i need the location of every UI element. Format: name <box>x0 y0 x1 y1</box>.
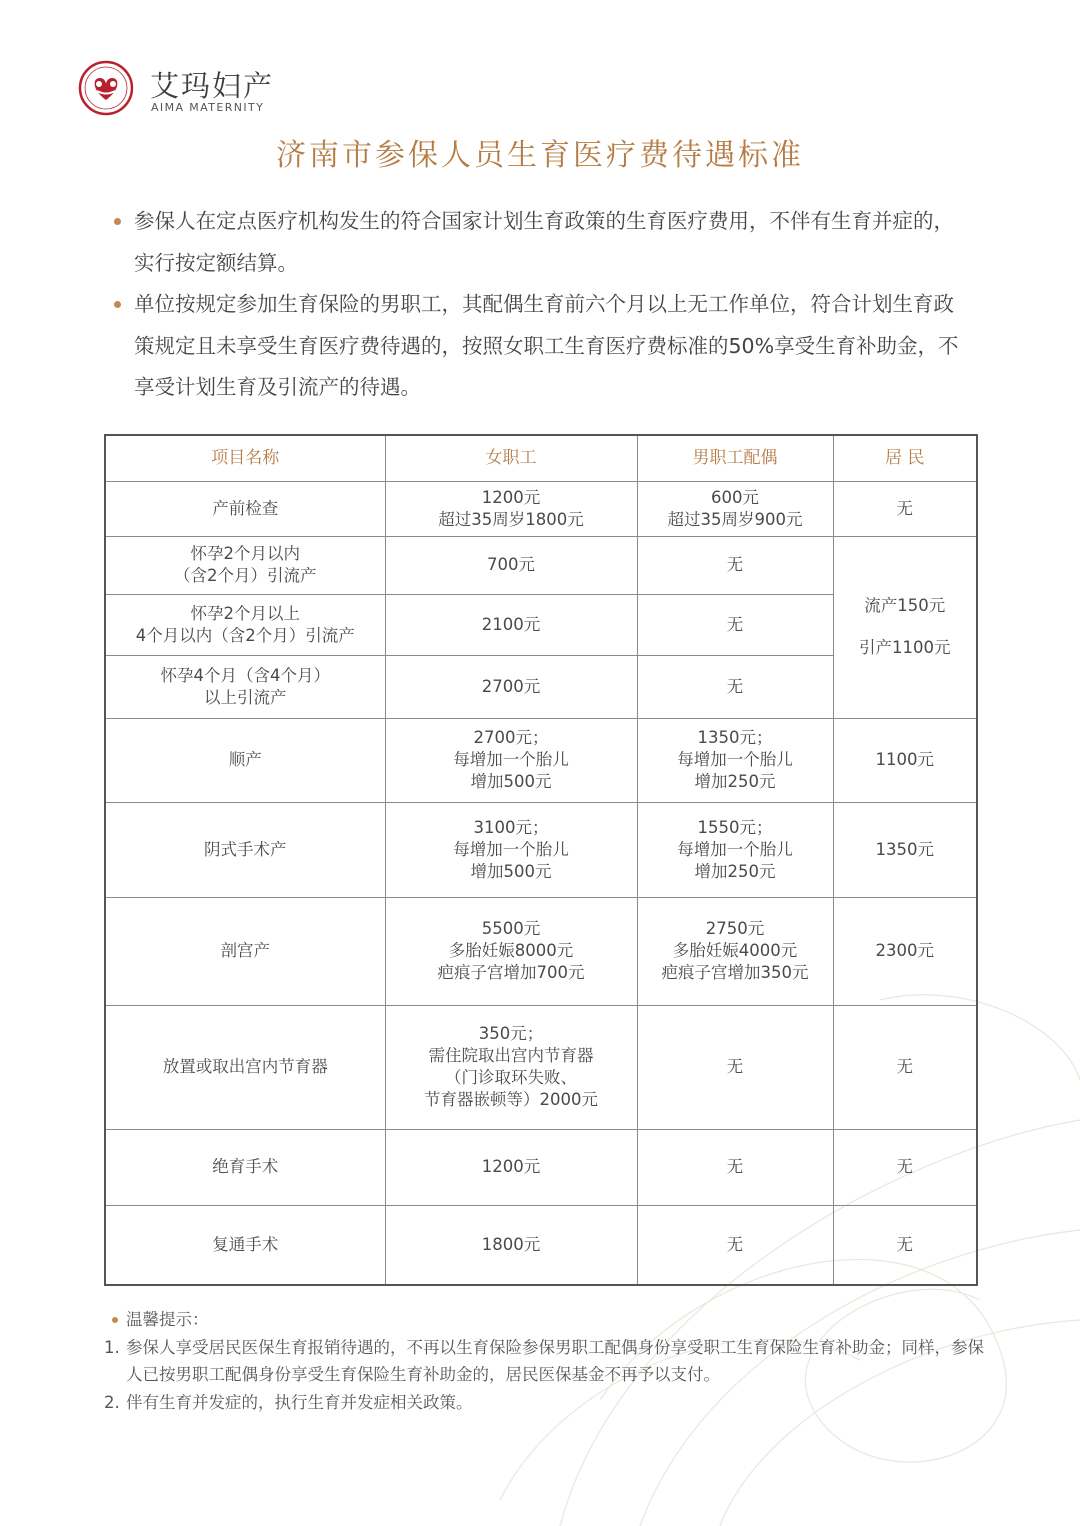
header-male-worker-spouse: 男职工配偶 <box>637 435 833 481</box>
cell-line: 1800元 <box>481 1234 541 1254</box>
cell-item-name <box>105 802 385 897</box>
cell-line: 2700元 <box>481 676 541 696</box>
cell-female-worker <box>385 802 637 897</box>
bullet-dot-icon <box>112 1317 118 1323</box>
intro-bullets <box>112 201 972 409</box>
brand-name-cn: 艾玛妇产 <box>150 69 275 103</box>
cell-female-worker <box>385 655 637 718</box>
cell-line: 超过35周岁900元 <box>667 509 803 529</box>
cell-line: 流产150元 <box>864 596 946 615</box>
cell-line: 以上引流产 <box>204 687 287 707</box>
tip-number: 2. <box>104 1392 120 1412</box>
cell-line: 疤痕子宫增加350元 <box>661 963 809 982</box>
brand-name-en: AIMA MATERNITY <box>151 101 265 114</box>
cell-line: 1200元 <box>481 1157 541 1176</box>
cell-female-worker <box>385 718 637 802</box>
cell-line: 产前检查 <box>212 498 279 518</box>
cell-item-name <box>105 1005 385 1129</box>
cell-line: 疤痕子宫增加700元 <box>437 963 585 982</box>
cell-item-name <box>105 655 385 718</box>
cell-resident <box>833 897 977 1005</box>
cell-line: 多胎妊娠4000元 <box>672 941 798 960</box>
table-row <box>105 1205 977 1285</box>
tip-item-2 <box>104 1389 984 1417</box>
cell-item-name <box>105 594 385 655</box>
cell-male-worker-spouse <box>637 897 833 1005</box>
cell-male-worker-spouse <box>637 1005 833 1129</box>
cell-line: 4个月以内（含2个月）引流产 <box>135 625 355 645</box>
cell-line: 每增加一个胎儿 <box>677 750 793 769</box>
table-row <box>105 536 977 594</box>
cell-line: 无 <box>896 1057 913 1076</box>
cell-line: 5500元 <box>481 919 541 938</box>
cell-line: 增加500元 <box>470 861 552 881</box>
cell-line: 怀孕2个月以内 <box>190 544 300 563</box>
cell-line: 1350元 <box>875 839 934 859</box>
cell-male-worker-spouse <box>637 802 833 897</box>
cell-female-worker <box>385 1005 637 1129</box>
cell-line: 超过35周岁1800元 <box>438 509 584 529</box>
cell-line: 剖宫产 <box>220 941 270 960</box>
cell-line: 增加250元 <box>694 861 776 881</box>
cell-line: 1200元 <box>481 487 541 507</box>
cell-resident <box>833 1205 977 1285</box>
cell-line: 多胎妊娠8000元 <box>448 941 574 960</box>
cell-male-worker-spouse <box>637 655 833 718</box>
cell-line: 1350元； <box>697 728 773 747</box>
cell-item-name <box>105 1129 385 1205</box>
table-row <box>105 897 977 1005</box>
cell-line: 怀孕2个月以上 <box>190 603 300 623</box>
tips-section <box>104 1306 984 1416</box>
benefit-table <box>104 434 978 1286</box>
cell-item-name <box>105 718 385 802</box>
cell-female-worker <box>385 594 637 655</box>
intro-bullet-text: 单位按规定参加生育保险的男职工，其配偶生育前六个月以上无工作单位，符合计划生育政策规定且未享受生育医疗费待遇的，按照女职工生育医疗费标准的50%享受生育补助金，不享受计划生育及引流产的待遇。 <box>134 292 959 399</box>
cell-line: （门诊取环失败、 <box>445 1068 577 1087</box>
cell-line: 无 <box>896 1234 913 1254</box>
bullet-dot-icon <box>114 301 121 308</box>
cell-line: 无 <box>896 498 913 518</box>
cell-female-worker <box>385 1205 637 1285</box>
cell-male-worker-spouse <box>637 718 833 802</box>
cell-line: 每增加一个胎儿 <box>453 839 569 859</box>
tip-text: 参保人享受居民医保生育报销待遇的，不再以生育保险参保男职工配偶身份享受职工生育保险生育补助金；同样，参保人已按男职工配偶身份享受生育保险生育补助金的，居民医保基金不再予以支付。 <box>126 1337 984 1384</box>
brand-logo <box>78 60 278 120</box>
header-resident: 居 民 <box>833 435 977 481</box>
table-row <box>105 718 977 802</box>
cell-line: 3100元； <box>473 817 549 837</box>
cell-line: 无 <box>726 1057 744 1076</box>
cell-line: 每增加一个胎儿 <box>453 750 569 769</box>
cell-female-worker <box>385 481 637 536</box>
cell-male-worker-spouse <box>637 481 833 536</box>
cell-line: 需住院取出宫内节育器 <box>428 1046 594 1065</box>
cell-line: 增加250元 <box>694 772 776 791</box>
cell-line: 2300元 <box>875 941 934 960</box>
cell-line: 怀孕4个月（含4个月） <box>160 665 330 685</box>
page-title: 济南市参保人员生育医疗费待遇标准 <box>276 138 804 173</box>
tip-text: 伴有生育并发症的，执行生育并发症相关政策。 <box>126 1392 473 1412</box>
cell-line: 绝育手术 <box>212 1157 279 1176</box>
cell-line: （含2个月）引流产 <box>174 566 317 585</box>
cell-line: 350元； <box>478 1024 544 1043</box>
cell-line: 600元 <box>711 487 759 507</box>
cell-line: 每增加一个胎儿 <box>677 839 793 859</box>
table-row <box>105 802 977 897</box>
cell-line: 阴式手术产 <box>204 839 287 859</box>
cell-line: 700元 <box>487 555 535 574</box>
cell-resident <box>833 1005 977 1129</box>
cell-line: 2700元； <box>473 728 549 747</box>
cell-resident <box>833 718 977 802</box>
table-row <box>105 481 977 536</box>
tips-heading <box>104 1306 984 1334</box>
cell-male-worker-spouse <box>637 1205 833 1285</box>
cell-line: 2100元 <box>481 614 541 634</box>
aima-logo-icon <box>78 60 134 116</box>
table-row <box>105 1005 977 1129</box>
cell-line: 复通手术 <box>212 1234 279 1254</box>
cell-line: 无 <box>726 1157 744 1176</box>
tips-heading-text: 温馨提示： <box>126 1310 209 1329</box>
cell-line: 引产1100元 <box>859 638 951 657</box>
bullet-dot-icon <box>114 218 121 225</box>
cell-female-worker <box>385 1129 637 1205</box>
intro-bullet-text: 参保人在定点医疗机构发生的符合国家计划生育政策的生育医疗费用，不伴有生育并症的，实行按定额结算。 <box>134 209 954 275</box>
cell-line: 无 <box>896 1157 913 1176</box>
cell-resident <box>833 802 977 897</box>
cell-line: 1100元 <box>875 750 934 769</box>
cell-line: 节育器嵌顿等）2000元 <box>424 1090 598 1109</box>
cell-male-worker-spouse <box>637 1129 833 1205</box>
header-item-name: 项目名称 <box>105 435 385 481</box>
cell-resident <box>833 536 977 718</box>
cell-resident <box>833 481 977 536</box>
table-header-row <box>105 435 977 481</box>
intro-bullet-1 <box>112 201 972 284</box>
cell-item-name <box>105 1205 385 1285</box>
cell-resident <box>833 1129 977 1205</box>
cell-female-worker <box>385 536 637 594</box>
intro-bullet-2 <box>112 284 972 409</box>
cell-line: 2750元 <box>705 919 765 938</box>
header-female-worker: 女职工 <box>385 435 637 481</box>
cell-item-name <box>105 536 385 594</box>
cell-line: 无 <box>726 1234 744 1254</box>
cell-line: 放置或取出宫内节育器 <box>162 1057 328 1076</box>
cell-line: 1550元； <box>697 817 773 837</box>
cell-male-worker-spouse <box>637 536 833 594</box>
cell-line: 无 <box>726 676 744 696</box>
cell-line: 顺产 <box>228 750 262 769</box>
tip-number: 1. <box>104 1337 120 1357</box>
cell-line: 无 <box>726 555 744 574</box>
cell-line: 增加500元 <box>470 772 552 791</box>
cell-item-name <box>105 481 385 536</box>
cell-female-worker <box>385 897 637 1005</box>
benefit-table-container <box>104 434 976 1286</box>
cell-item-name <box>105 897 385 1005</box>
cell-male-worker-spouse <box>637 594 833 655</box>
tip-item-1 <box>104 1334 984 1389</box>
table-row <box>105 1129 977 1205</box>
cell-line: 无 <box>726 614 744 634</box>
